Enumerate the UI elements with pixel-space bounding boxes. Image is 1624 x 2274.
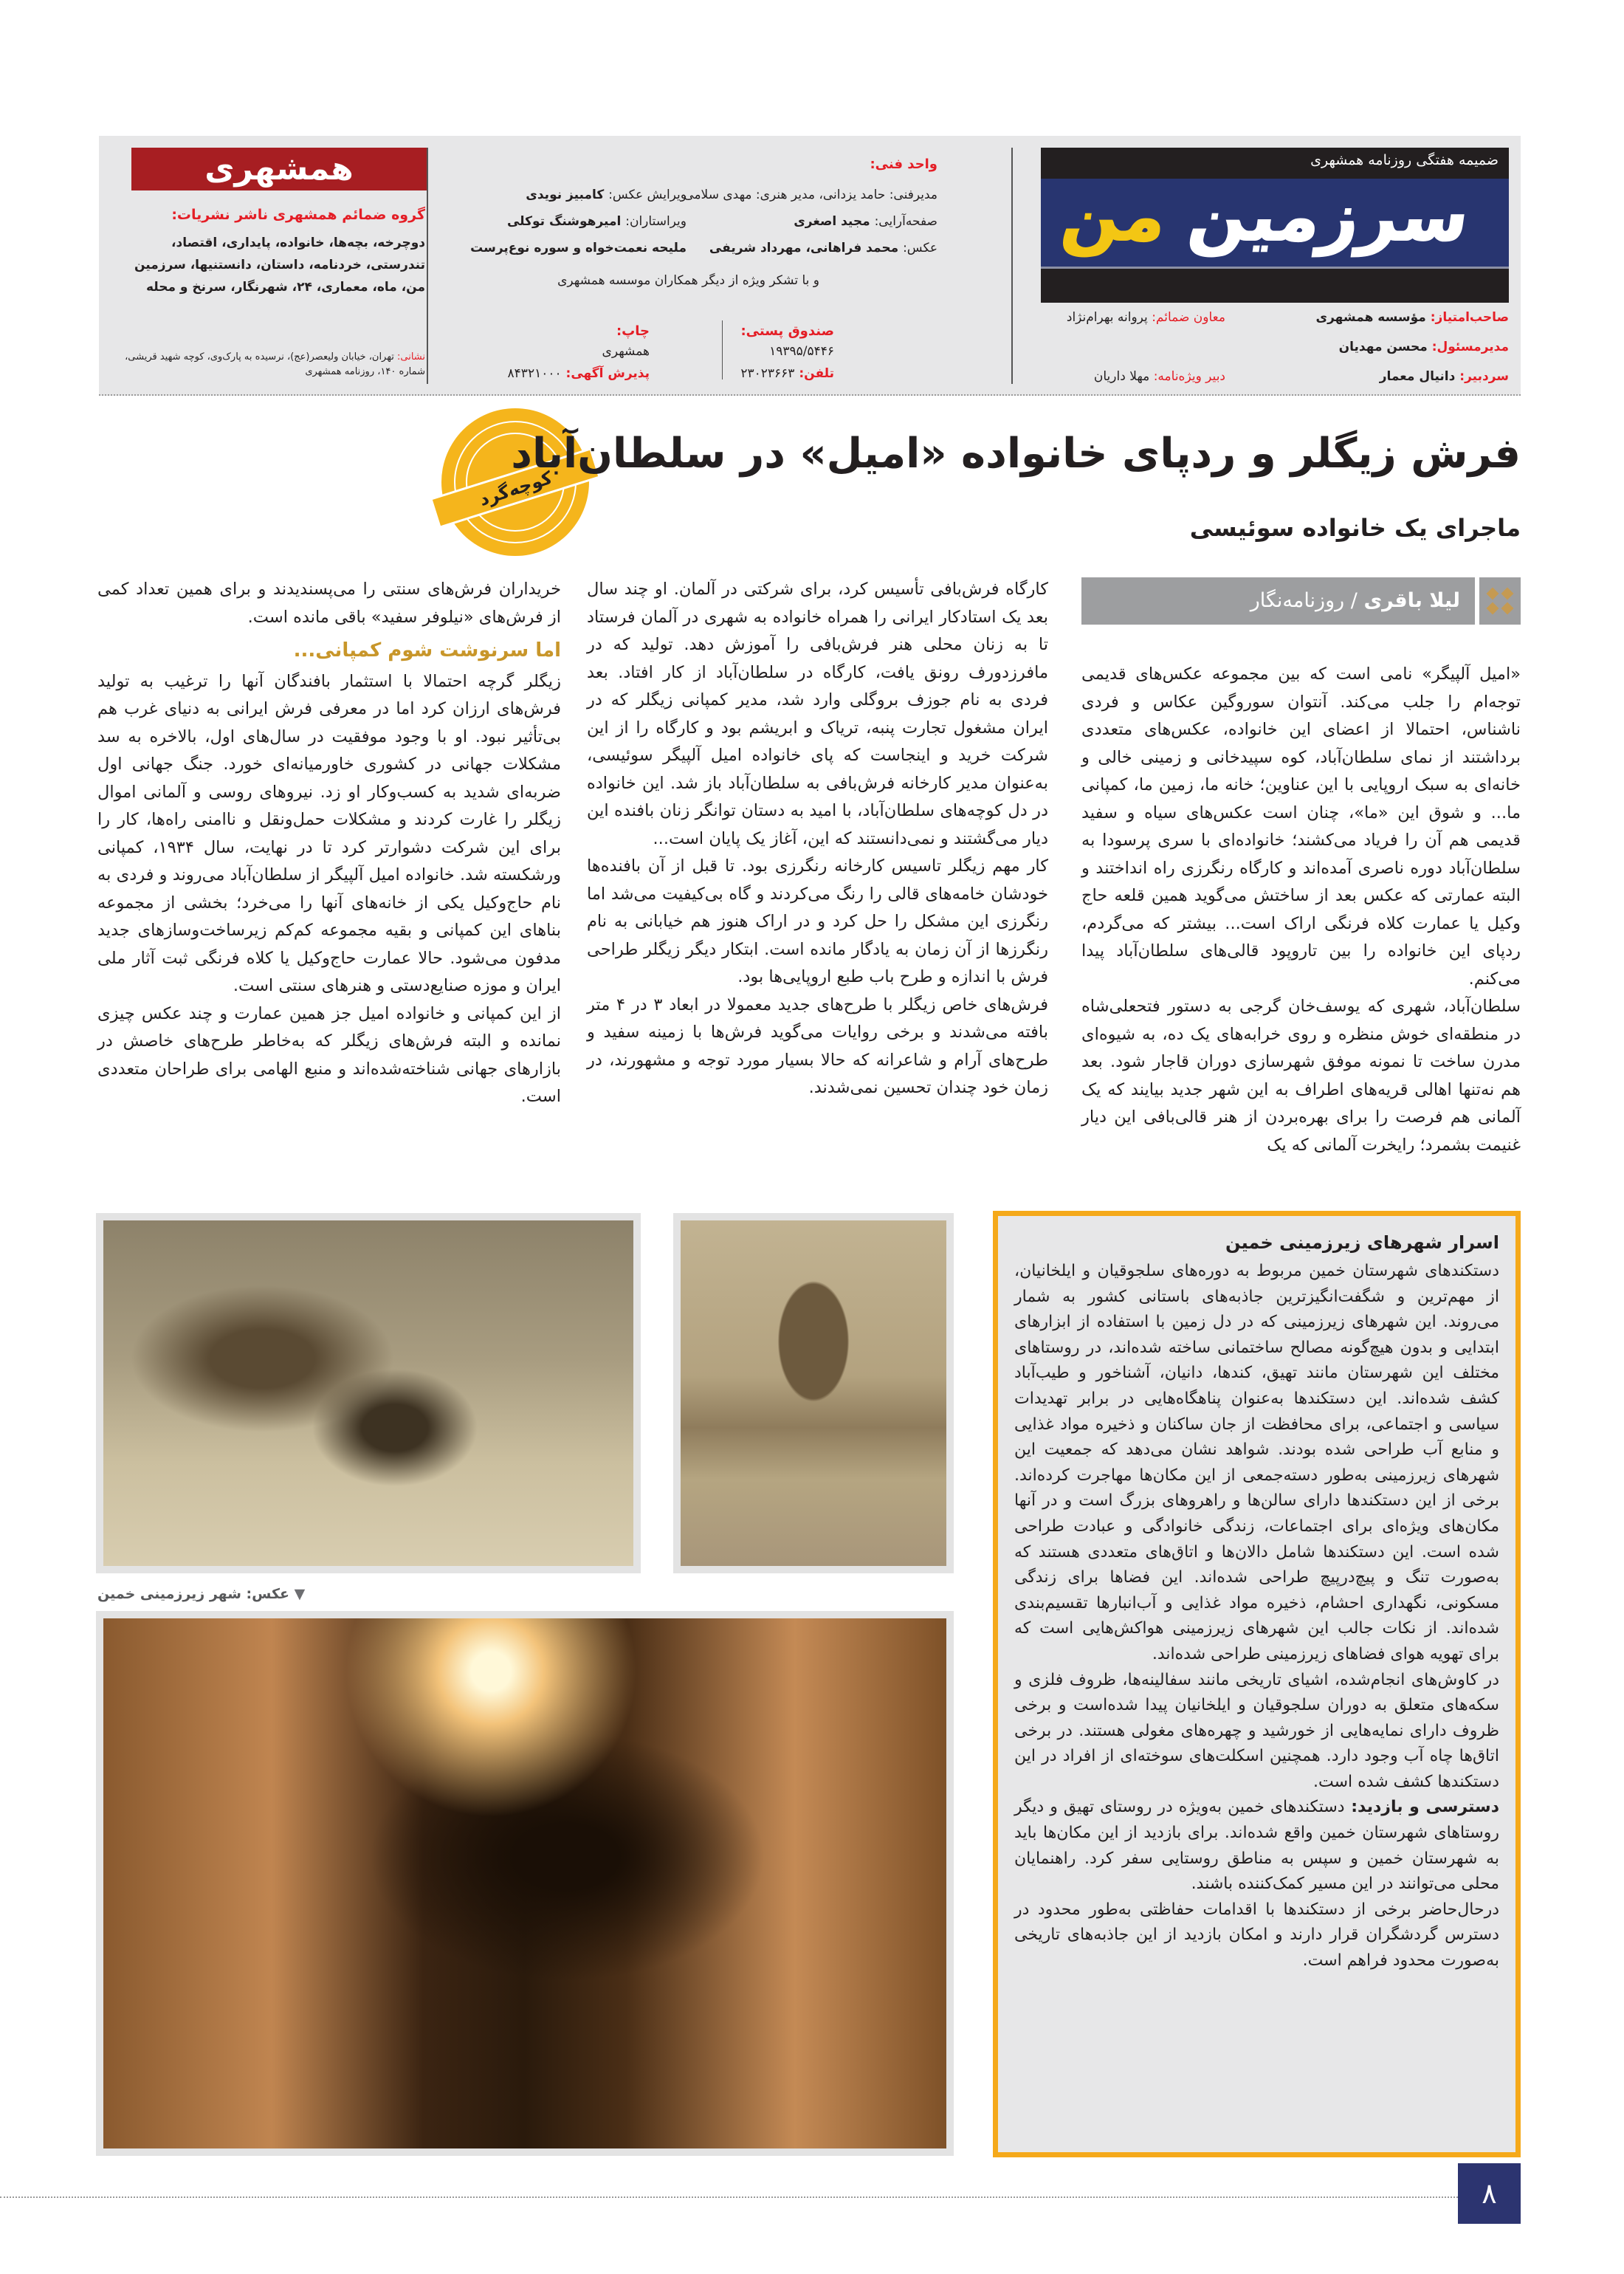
- masthead: [99, 136, 1521, 396]
- sarzamin-man-logo: [1041, 148, 1509, 303]
- tech-unit-label: واحد فنی:: [870, 157, 937, 172]
- sidebar-paragraph: درحال‌حاضر برخی از دستکندها با اقدامات حفاظتی به‌طور محدود در دسترس گردشگران قرار دارند و امکان بازدید از این جاذبه‌های تاریخی به‌صورت محدود فراهم است.: [1014, 1900, 1499, 1971]
- paragraph: از این کمپانی و خانواده امیل جز همین عمارت و چند عکس چیزی نمانده و البته فرش‌های زیگلر که به‌خاطر طرح‌های خاصش در بازارهای جهانی شناخته‌شده‌اند و منبع الهامی برای طراحان متعددی است.: [97, 1003, 561, 1106]
- paragraph: کارگاه فرش‌بافی تأسیس کرد، برای شرکتی در آلمان. او چند سال بعد یک استادکار ایرانی را همراه خانواده به شهری در آلمان فرستاد تا به زنان محلی هنر فرش‌بافی را آموزش دهد. تولید که در مافرزدورف رونق یافت، کارگاه در سلطان‌آباد از کار افتاد. بعد فردی به نام جوزف بروگلی وارد شد، مدیر کمپانی زیگلر که در ایران مشغول تجارت پنبه، تریاک و ابریشم بود و کارگاه را از این شرکت خرید و اینجاست که پای خانواده امیل آلپیگر سوئیسی، به‌عنوان مدیر کارخانه فرش‌بافی به سلطان‌آباد باز شد. این خانواده در دل کوچه‌های سلطان‌آباد، با امید به دستان توانگر زنان بافنده این دیار می‌گشتند و نمی‌دانستند که این، آغاز یک پایان است...: [587, 580, 1048, 848]
- article-title: فرش زیگلر و ردپای خانواده «امیل» در سلطان‌آباد: [511, 430, 1521, 478]
- pobox-label: صندوق پستی:: [740, 323, 834, 339]
- photo-caption: ▼ عکس: شهر زیرزمینی خمین: [96, 1579, 306, 1609]
- historic-photo-group-standing: [673, 1213, 954, 1573]
- editor-credit: سردبیر: دانیال معمار: [1379, 369, 1509, 384]
- sidebar-paragraph: دسترسی و بازدید: دستکندهای خمین به‌ویژه در روستای تهیق و دیگر روستاهای شهرستان خمین واقع شده‌اند. برای بازدید از این مکان‌ها باید به شهرستان خمین و سپس به مناطق روستایی سفر کرد. راهنمایان محلی می‌توانند در این مسیر کمک‌کننده باشند.: [1014, 1798, 1499, 1894]
- author-name: لیلا باقری: [1363, 589, 1460, 612]
- section-heading: اما سرنوشت شوم کمپانی...: [293, 639, 561, 662]
- ads-credit: پذیرش آگهی: ۸۴۳۲۱۰۰۰: [507, 366, 650, 381]
- tech-line1: مدیرفنی: حامد یزدانی، مدیر هنری: مهدی سلامی: [684, 188, 937, 202]
- sidebar-paragraph: دستکندهای شهرستان خمین مربوط به دوره‌های سلجوقیان و ایلخانیان، از مهم‌ترین و شگفت‌انگیزترین جاذبه‌های باستانی کشور به شمار می‌روند. این شهرهای زیرزمینی که در دل زمین با استفاده از ابزارهای ابتدایی و بدون هیچ‌گونه مصالح ساختمانی ساخته شده‌اند، در روستاهای مختلف این شهرستان مانند تهیق، کندها، دانیان، آشناخور و طیب‌آباد کشف شده‌اند. این دستکندها به‌عنوان پناهگاه‌هایی در برابر تهدیدات سیاسی و اجتماعی، برای محافظت از جان ساکنان و ذخیره مواد غذایی و منابع آب طراحی شده بودند. شواهد نشان می‌دهد که جمعیت این شهرهای زیرزمینی به‌طور دسته‌جمعی از این مکان‌ها مهاجرت کرده‌اند. برخی از این دستکندها دارای سالن‌ها و راهروهای بزرگ است و در آنها مکان‌های ویژه‌ای برای اجتماعات، زندگی خانوادگی و عبادت طراحی شده است. این دستکندها شامل دالان‌ها و اتاق‌های متعددی هستند که به‌صورت تنگ و پیچ‌درپیچ طراحی شده‌اند. این فضاها برای زندگی مسکونی، نگهداری احشام، ذخیره مواد غذایی و آب‌انبارها تقسیم‌بندی شده‌اند. از نکات جالب این شهرهای زیرزمینی هواکش‌هایی است که برای تهویه هوای فضاهای زیرزمینی طراحی شده‌اند.: [1014, 1262, 1499, 1663]
- svg-text:کوچه‌گرد: کوچه‌گرد: [476, 467, 555, 510]
- deputy-credit: معاون ضمائم: پروانه بهرام‌نژاد: [1066, 310, 1225, 325]
- address: نشانی: تهران، خیابان ولیعصر(عج)، نرسیده به پارک‌وی، کوچه شهید قریشی، شماره ۱۴۰، روزنامه همشهری: [125, 351, 425, 377]
- publisher-credit: صاحب‌امتیاز: مؤسسه همشهری: [1315, 310, 1509, 325]
- column-left: [97, 576, 561, 1111]
- column-right: [1081, 661, 1521, 1159]
- print-label: چاپ:: [616, 323, 650, 339]
- article-subtitle: ماجرای یک خانواده سوئیسی: [1189, 514, 1521, 542]
- paragraph: سلطان‌آباد، شهری که یوسف‌خان گرجی به دستور فتحعلی‌شاه در منطقه‌ای خوش منظره و روی خرابه‌های یک ده، به شیوه‌ای مدرن ساخت تا نمونه موفق شهرسازی دوران قاجار شود. بعد هم نه‌تنها اهالی قریه‌های اطراف به این شهر جدید بیایند که یک آلمانی هم فرصت را برای بهره‌بردن از هنر قالی‌بافی این دیار غنیمت بشمرد؛ رایخرت آلمانی که یک: [1081, 997, 1521, 1155]
- footer-divider: [0, 2196, 1458, 2198]
- tech-line3: عکس: محمد فراهانی، مهرداد شریفی: [709, 241, 937, 255]
- diamond-ornament-icon: [1479, 577, 1521, 625]
- thanks-line: و با تشکر ویژه از دیگر همکاران موسسه همشهری: [557, 273, 819, 288]
- kuchegard-stamp: [427, 405, 604, 560]
- paragraph: زیگلر گرچه احتمالا با استثمار بافندگان آنها را ترغیب به تولید فرش‌های ارزان کرد اما در معرفی فرش ایرانی به دنیای غرب هم بی‌تأثیر نبود. او با وجود موفقیت در سال‌های اول، بالاخره به سد مشکلات جهانی در کشوری خاورمیانه‌ای خورد. جنگ جهانی اول ضربه‌ای شدید به کسب‌وکار او زد. نیروهای روسی و آلمانی اموال زیگلر را غارت کردند و مشکلات حمل‌ونقل و ناامنی راه‌ها، کار را برای این شرکت دشوارتر کرد تا در نهایت، سال ۱۹۳۴، کمپانی ورشکسته شد. خانواده امیل آلپیگر از سلطان‌آباد می‌روند و فردی به نام حاج‌وکیل یکی از خانه‌های آنها را می‌خرد؛ بخشی از مجموعه بناهای این کمپانی و بقیه مجموعه کم‌کم زیرساخت‌وسازهای جدید مدفون می‌شود. حالا عمارت حاج‌وکیل یا کلاه فرنگی ثبت آثار ملی ایران و موزه صنایع‌دستی و هنرهای سنتی است.: [97, 671, 561, 995]
- copyeditors-credit: ویراستاران: امیرهوشنگ توکلی: [506, 214, 687, 229]
- column-middle: [587, 576, 1048, 1102]
- underground-tunnel-photo: [96, 1611, 954, 2156]
- supplement-label: ضمیمه هفتگی روزنامه همشهری: [1310, 152, 1499, 168]
- hamshahri-logo: همشهری: [131, 148, 427, 190]
- author-bar: [1081, 577, 1521, 625]
- photo-edit-credit: ویرایش عکس: کامبیز نویدی: [526, 188, 687, 202]
- group-title: گروه ضمائم همشهری ناشر نشریات:: [171, 207, 425, 223]
- sidebar-title: اسرار شهرهای زیرزمینی خمین: [1225, 1232, 1499, 1253]
- print-value: همشهری: [602, 344, 650, 359]
- phone-credit: تلفن: ۲۳۰۲۳۶۶۳: [740, 366, 834, 381]
- pobox-value: ۱۹۳۹۵/۵۴۴۶: [769, 344, 834, 359]
- paragraph: «امیل آلپیگر» نامی است که بین مجموعه عکس‌های قدیمی توجه‌ام را جلب می‌کند. آنتوان سوروگین عکاس و فردی ناشناس، احتمالا از اعضای این خانواده، عکس‌های متعددی برداشتند از نمای سلطان‌آباد، کوه سپیدخانی و زمینی خالی و خانه‌ای به سبک اروپایی با این عناوین؛ خانه ما، زمین ما، کمپانی ما... و شوق این «ما»، چنان است عکس‌های سیاه و سفید قدیمی هم آن را فریاد می‌کشند؛ خانواده‌ای با سری پرسودا به سلطان‌آباد دوره ناصری آمده‌اند و کارگاه رنگرزی راه انداختند و البته عمارتی که عکس بعد از ساختش می‌گوید همین قلعه حاج وکیل یا عمارت کلاه فرنگی اراک است... بیشتر که می‌گردم، ردپای این خانواده را بین تاروپود قالی‌های سلطان‌آباد پیدا می‌کنم.: [1081, 664, 1521, 989]
- special-editor-credit: دبیر ویژه‌نامه: مهلا داریان: [1093, 369, 1225, 384]
- historic-photo-group-seated: [96, 1213, 641, 1573]
- paragraph: کار مهم زیگلر تاسیس کارخانه رنگرزی بود. تا قبل از آن بافنده‌ها خودشان خامه‌های قالی را رنگ می‌کردند و گاه بی‌کیفیت می‌شد اما رنگرزی این مشکل را حل کرد و در اراک هنوز هم خیابانی به نام رنگرزها از آن زمان به یادگار مانده است. ابتکار دیگر زیگلر طراحی فرش با اندازه و طرح باب طبع اروپایی‌ها بود.: [587, 856, 1048, 986]
- sidebar-paragraph: در کاوش‌های انجام‌شده، اشیای تاریخی مانند سفالینه‌ها، ظروف فلزی و سکه‌های متعلق به دوران سلجوقیان و ایلخانیان پیدا شده‌است و برخی ظروف دارای نمایه‌هایی از خورشید و چهره‌های مغولی هستند. در برخی اتاق‌ها چاه آب وجود دارد. همچنین اسکلت‌های سوخته‌ای از افراد در این دستکندها کشف شده است.: [1014, 1670, 1499, 1791]
- tech-line2: صفحه‌آرایی: مجید اصغری: [794, 214, 937, 229]
- copyeditors2-credit: ملیحه نعمت‌خواه و سوره نوع‌پرست: [470, 241, 687, 255]
- page-number: ۸: [1458, 2163, 1521, 2224]
- triangle-down-icon: ▼: [289, 1586, 306, 1602]
- director-credit: مدیرمسئول: محسن مهدیان: [1338, 340, 1509, 354]
- author-role: / روزنامه‌نگار: [1250, 589, 1364, 612]
- logo-calligraphy: سرزمین من: [1057, 177, 1475, 256]
- sidebar-box: [993, 1211, 1521, 2157]
- paragraph: خریداران فرش‌های سنتی را می‌پسندیدند و برای همین تعداد کمی از فرش‌های «نیلوفر سفید» باقی مانده است.: [97, 580, 561, 627]
- paragraph: فرش‌های خاص زیگلر با طرح‌های جدید معمولا در ابعاد ۳ در ۴ متر بافته می‌شدند و برخی روایات می‌گوید فرش‌ها با زمینه سفید و طرح‌های آرام و شاعرانه که حالا بسیار مورد توجه و مشهورند، در زمان خود چندان تحسین نمی‌شدند.: [587, 995, 1048, 1097]
- group-list: دوچرخه، بچه‌ها، خانواده، پایداری، اقتصاد، تندرستی، خردنامه، داستان، دانستنیها، سرزمین من، ماه، معماری، ۲۴، شهرنگار، سرنخ و محله: [134, 236, 425, 295]
